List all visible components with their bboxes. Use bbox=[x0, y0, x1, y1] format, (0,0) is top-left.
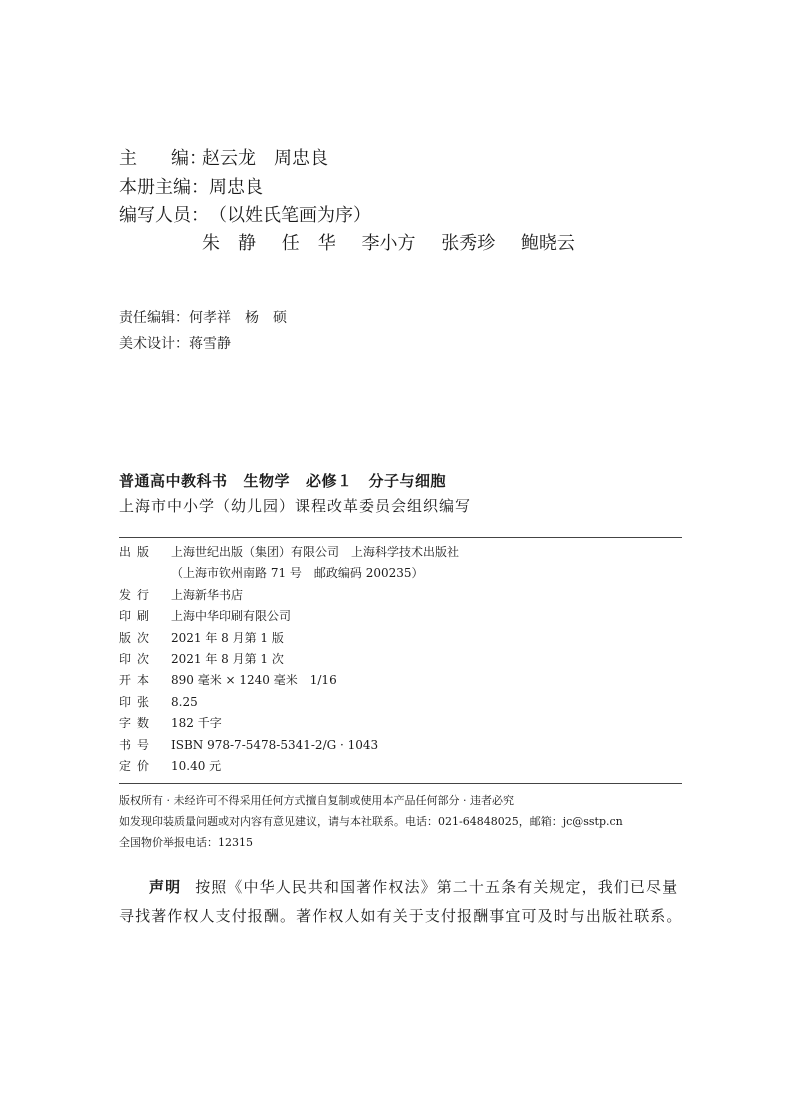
responsible-block bbox=[119, 305, 287, 357]
info-row: 印张 8.25 bbox=[119, 694, 198, 709]
writers-note: （以姓氏笔画为序） bbox=[209, 205, 371, 226]
responsible-editor-row bbox=[119, 305, 287, 331]
book-title-series: 普通高中教科书 bbox=[119, 472, 228, 490]
book-title-subject: 生物学 bbox=[243, 472, 291, 490]
chief-editor-label-1: 主 bbox=[119, 148, 137, 169]
info-row: 定价 10.40 元 bbox=[119, 758, 222, 773]
info-row: 印刷 上海中华印刷有限公司 bbox=[119, 609, 292, 624]
author-name: 鲍晓云 bbox=[520, 233, 575, 254]
info-row: 版次 2021 年 8 月第 1 版 bbox=[119, 630, 284, 645]
info-row: 出版 上海世纪出版（集团）有限公司 上海科学技术出版社 bbox=[119, 545, 460, 559]
info-row: 字数 182 千字 bbox=[119, 716, 222, 731]
author-name: 张秀珍 bbox=[441, 233, 496, 254]
info-row: 发行 上海新华书店 bbox=[119, 587, 244, 602]
declaration bbox=[119, 873, 687, 931]
info-row: 印次 2021 年 8 月第 1 次 bbox=[119, 651, 284, 666]
contact-line: 如发现印装质量问题或对内容有意见建议，请与本社联系。电话：021-64848025，邮箱：jc@sstp.cn bbox=[119, 815, 623, 828]
author-name: 李小方 bbox=[361, 233, 416, 254]
info-row: （上海市钦州南路 71 号 邮政编码 200235） bbox=[171, 566, 424, 581]
writers-label: 编写人员： bbox=[119, 205, 209, 226]
responsible-editor-label: 责任编辑： bbox=[119, 310, 189, 326]
volume-editor-value: 周忠良 bbox=[209, 176, 263, 198]
declaration-text: 按照《中华人民共和国著作权法》第二十五条有关规定，我们已尽量寻找著作权人支付报酬。著作权人如有关于支付报酬事宜可及时与出版社联系。 bbox=[119, 878, 683, 925]
compiled-by: 上海市中小学（幼儿园）课程改革委员会组织编写 bbox=[119, 497, 472, 515]
info-row: 开本 890 毫米 × 1240 毫米 1/16 bbox=[119, 673, 337, 688]
divider-bottom bbox=[119, 783, 682, 784]
responsible-editor-value: 何孝祥 杨 硕 bbox=[189, 310, 287, 326]
publication-info bbox=[119, 542, 459, 777]
authors-list bbox=[202, 229, 595, 255]
chief-editor-value: 赵云龙 周忠良 bbox=[202, 148, 328, 169]
book-title-topic: 分子与细胞 bbox=[368, 472, 447, 490]
price-report-line: 全国物价举报电话：12315 bbox=[119, 836, 253, 849]
volume-editor-label: 本册主编： bbox=[119, 176, 209, 198]
copyright-notes bbox=[119, 790, 623, 853]
book-title-volume: 必修１ bbox=[306, 472, 353, 490]
author-name: 任 华 bbox=[281, 233, 336, 254]
editors-block bbox=[119, 145, 371, 231]
copyright-line: 版权所有 · 未经许可不得采用任何方式擅自复制或使用本产品任何部分 · 违者必究 bbox=[119, 794, 514, 807]
chief-editor-label-2: 编： bbox=[171, 148, 207, 169]
chief-editor-row bbox=[119, 145, 371, 174]
declaration-lead: 声明 bbox=[149, 878, 182, 896]
info-row: 书号 ISBN 978-7-5478-5341-2/G · 1043 bbox=[119, 737, 379, 752]
writers-row bbox=[119, 202, 371, 231]
book-title bbox=[119, 470, 446, 491]
divider-top bbox=[119, 537, 682, 538]
volume-editor-row bbox=[119, 174, 371, 203]
art-design-row bbox=[119, 331, 287, 357]
author-name: 朱 静 bbox=[202, 233, 256, 254]
art-design-label: 美术设计： bbox=[119, 336, 189, 352]
art-design-value: 蒋雪静 bbox=[189, 336, 231, 352]
